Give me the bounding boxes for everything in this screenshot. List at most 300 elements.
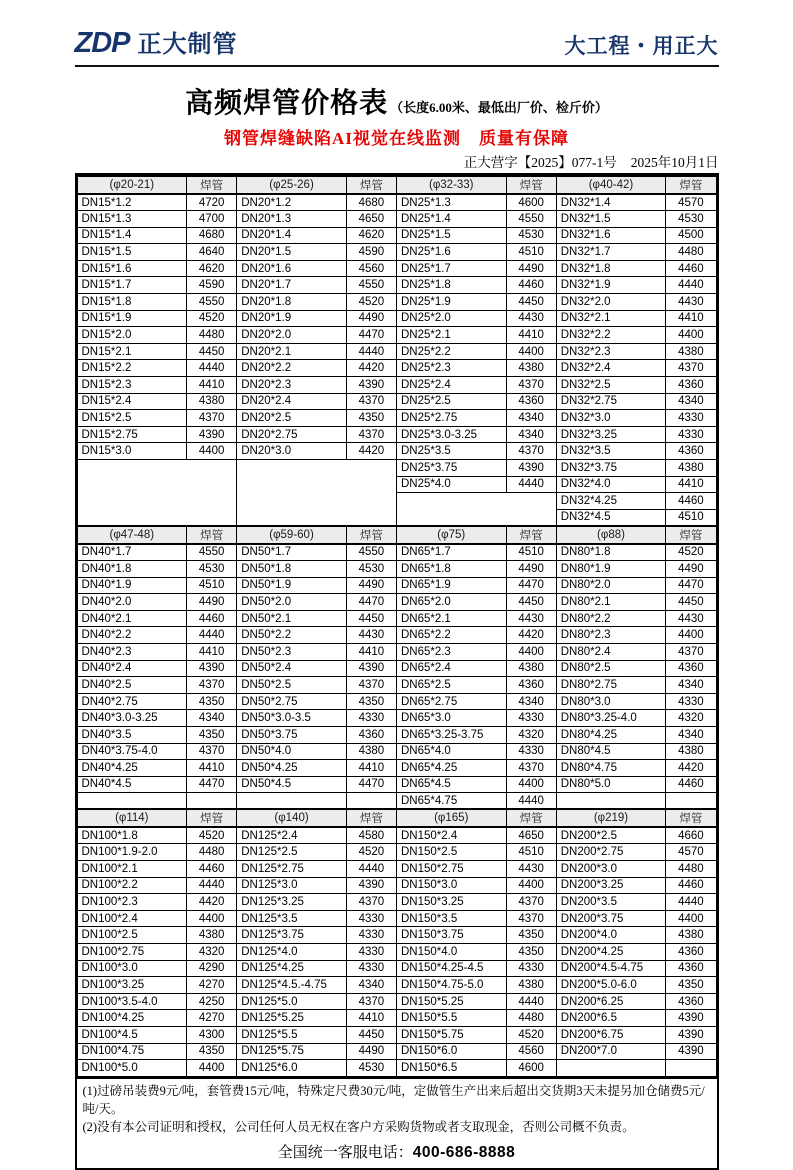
spec-cell: DN150*4.25-4.5 (396, 960, 506, 977)
price-cell: 4430 (666, 294, 716, 311)
spec-cell: DN50*2.5 (237, 677, 347, 694)
price-cell: 4270 (187, 1010, 237, 1027)
price-cell: 4450 (346, 610, 396, 627)
footnote-2: (2)没有本公司证明和授权，公司任何人员无权在客户方采购货物或者支取现金，否则公司概不负责。 (82, 1120, 635, 1135)
price-cell: 4370 (187, 743, 237, 760)
spec-cell: DN125*6.0 (237, 1060, 347, 1077)
spec-cell: DN32*1.8 (556, 260, 666, 277)
price-cell: 4430 (346, 627, 396, 644)
price-cell: 4520 (506, 1027, 556, 1044)
table-row (77, 460, 716, 477)
spec-cell: DN20*2.3 (237, 377, 347, 394)
spec-cell: DN40*1.9 (77, 577, 187, 594)
price-cell: 4340 (666, 677, 716, 694)
price-cell: 4340 (506, 693, 556, 710)
price-cell: 4370 (346, 426, 396, 443)
empty-cell (666, 793, 716, 810)
price-cell: 4460 (666, 493, 716, 510)
spec-cell: DN100*3.0 (77, 960, 187, 977)
size-group-header: (φ165) (396, 809, 506, 827)
spec-cell: DN65*4.0 (396, 743, 506, 760)
table-row (77, 776, 716, 793)
spec-cell: DN65*1.7 (396, 544, 506, 561)
price-cell: 4530 (187, 560, 237, 577)
spec-cell: DN15*1.5 (77, 244, 187, 261)
table-row (77, 1060, 716, 1077)
price-cell: 4720 (187, 194, 237, 211)
spec-cell: DN25*1.6 (396, 244, 506, 261)
price-cell: 4440 (346, 861, 396, 878)
table-row (77, 910, 716, 927)
price-cell: 4580 (346, 827, 396, 844)
table-row (77, 310, 716, 327)
price-cell: 4350 (506, 927, 556, 944)
price-cell: 4340 (187, 710, 237, 727)
price-column-header: 焊管 (506, 526, 556, 544)
spec-cell: DN100*2.2 (77, 877, 187, 894)
price-cell: 4660 (666, 827, 716, 844)
price-cell: 4520 (187, 827, 237, 844)
spec-cell: DN100*4.5 (77, 1027, 187, 1044)
price-cell: 4520 (666, 544, 716, 561)
spec-cell: DN65*2.75 (396, 693, 506, 710)
spec-cell: DN40*4.5 (77, 776, 187, 793)
spec-cell: DN20*1.7 (237, 277, 347, 294)
spec-cell: DN40*3.5 (77, 726, 187, 743)
quality-banner: 钢管焊缝缺陷AI视觉在线监测 质量有保障 (224, 129, 569, 148)
price-column-header: 焊管 (506, 809, 556, 827)
price-cell: 4340 (506, 426, 556, 443)
spec-cell: DN80*2.3 (556, 627, 666, 644)
size-group-header: (φ25-26) (237, 176, 347, 194)
size-group-header: (φ40-42) (556, 176, 666, 194)
table-row (77, 610, 716, 627)
spec-cell: DN125*2.75 (237, 861, 347, 878)
price-cell: 4410 (346, 1010, 396, 1027)
price-cell: 4480 (666, 244, 716, 261)
table-row (77, 760, 716, 777)
spec-cell: DN100*3.5-4.0 (77, 993, 187, 1010)
price-cell: 4360 (666, 660, 716, 677)
spec-cell: DN40*2.75 (77, 693, 187, 710)
spec-cell: DN25*1.4 (396, 211, 506, 228)
price-cell: 4450 (187, 343, 237, 360)
size-group-header: (φ32-33) (396, 176, 506, 194)
price-cell: 4370 (666, 643, 716, 660)
spec-cell: DN32*2.1 (556, 310, 666, 327)
price-cell: 4270 (187, 977, 237, 994)
empty-merged-cell (396, 493, 556, 526)
price-cell: 4440 (187, 877, 237, 894)
table-row (77, 443, 716, 460)
price-cell: 4370 (506, 760, 556, 777)
table-row (77, 993, 716, 1010)
price-cell: 4360 (346, 726, 396, 743)
price-cell: 4370 (346, 677, 396, 694)
table-row (77, 793, 716, 810)
price-cell: 4340 (666, 393, 716, 410)
size-group-header: (φ140) (237, 809, 347, 827)
spec-cell: DN200*4.0 (556, 927, 666, 944)
table-row (77, 594, 716, 611)
hotline-number: 400-686-8888 (412, 1144, 516, 1162)
size-group-header: (φ59-60) (237, 526, 347, 544)
table-row (77, 743, 716, 760)
price-cell: 4370 (346, 993, 396, 1010)
spec-cell: DN65*4.5 (396, 776, 506, 793)
table-row (77, 677, 716, 694)
spec-cell: DN32*2.0 (556, 294, 666, 311)
price-cell: 4650 (346, 211, 396, 228)
price-cell: 4440 (666, 894, 716, 911)
spec-cell: DN50*1.8 (237, 560, 347, 577)
spec-cell: DN32*1.4 (556, 194, 666, 211)
spec-cell: DN125*3.75 (237, 927, 347, 944)
price-cell: 4370 (666, 360, 716, 377)
price-cell: 4390 (187, 660, 237, 677)
spec-cell: DN50*1.9 (237, 577, 347, 594)
spec-cell: DN65*3.0 (396, 710, 506, 727)
price-cell: 4590 (346, 244, 396, 261)
spec-cell: DN100*5.0 (77, 1060, 187, 1077)
table-row (77, 410, 716, 427)
table-row (77, 360, 716, 377)
size-group-header: (φ114) (77, 809, 187, 827)
table-row (77, 544, 716, 561)
price-cell: 4590 (187, 277, 237, 294)
table-row (77, 944, 716, 961)
price-cell: 4380 (187, 927, 237, 944)
price-cell: 4440 (187, 360, 237, 377)
spec-cell: DN25*2.4 (396, 377, 506, 394)
price-cell: 4600 (506, 1060, 556, 1077)
table-row (77, 211, 716, 228)
price-cell: 4350 (506, 944, 556, 961)
price-cell: 4400 (666, 910, 716, 927)
spec-cell: DN25*2.0 (396, 310, 506, 327)
price-cell: 4470 (346, 327, 396, 344)
table-row (77, 894, 716, 911)
price-table-frame (75, 173, 719, 1170)
spec-cell: DN32*1.5 (556, 211, 666, 228)
spec-cell: DN200*3.0 (556, 861, 666, 878)
spec-cell: DN125*4.5.-4.75 (237, 977, 347, 994)
brand-slogan: 大工程・用正大 (564, 35, 719, 58)
spec-cell: DN32*2.3 (556, 343, 666, 360)
price-cell: 4570 (666, 844, 716, 861)
price-cell: 4420 (506, 627, 556, 644)
table-row (77, 1010, 716, 1027)
spec-cell: DN15*2.5 (77, 410, 187, 427)
price-cell: 4480 (187, 844, 237, 861)
spec-cell: DN200*4.25 (556, 944, 666, 961)
price-cell: 4400 (187, 443, 237, 460)
price-column-header: 焊管 (666, 809, 716, 827)
price-cell: 4430 (666, 610, 716, 627)
price-cell: 4340 (666, 726, 716, 743)
price-cell: 4600 (506, 194, 556, 211)
spec-cell: DN15*2.2 (77, 360, 187, 377)
spec-cell: DN15*1.2 (77, 194, 187, 211)
price-cell: 4330 (346, 960, 396, 977)
table-row (77, 827, 716, 844)
spec-cell: DN150*2.4 (396, 827, 506, 844)
spec-cell: DN65*2.2 (396, 627, 506, 644)
doc-number: 正大营字【2025】077-1号 (463, 155, 617, 170)
spec-cell: DN32*2.75 (556, 393, 666, 410)
hotline-label: 全国统一客服电话： (277, 1145, 413, 1162)
spec-cell: DN15*2.75 (77, 426, 187, 443)
spec-cell: DN32*4.25 (556, 493, 666, 510)
price-cell: 4480 (666, 861, 716, 878)
spec-cell: DN150*6.5 (396, 1060, 506, 1077)
price-cell: 4440 (506, 793, 556, 810)
spec-cell: DN100*1.9-2.0 (77, 844, 187, 861)
spec-cell: DN200*2.5 (556, 827, 666, 844)
spec-cell: DN200*3.75 (556, 910, 666, 927)
price-cell: 4400 (506, 776, 556, 793)
price-cell: 4510 (506, 244, 556, 261)
table-row (77, 877, 716, 894)
doc-meta-line (75, 151, 719, 171)
price-cell: 4360 (506, 393, 556, 410)
spec-cell: DN32*2.5 (556, 377, 666, 394)
spec-cell: DN40*4.25 (77, 760, 187, 777)
spec-cell: DN32*1.7 (556, 244, 666, 261)
price-cell: 4320 (666, 710, 716, 727)
spec-cell: DN20*1.3 (237, 211, 347, 228)
table-row (77, 660, 716, 677)
spec-cell: DN100*4.25 (77, 1010, 187, 1027)
spec-cell: DN100*2.1 (77, 861, 187, 878)
spec-cell: DN20*1.2 (237, 194, 347, 211)
table-row (77, 327, 716, 344)
price-cell: 4390 (666, 1010, 716, 1027)
page-content (75, 0, 719, 1170)
price-cell: 4440 (187, 627, 237, 644)
table-row (77, 844, 716, 861)
spec-cell: DN32*4.5 (556, 509, 666, 526)
spec-cell: DN125*2.5 (237, 844, 347, 861)
section-header-row (77, 176, 716, 194)
spec-cell: DN150*2.5 (396, 844, 506, 861)
price-column-header: 焊管 (346, 809, 396, 827)
spec-cell: DN15*1.8 (77, 294, 187, 311)
price-cell: 4620 (187, 260, 237, 277)
doc-date: 2025年10月1日 (630, 155, 719, 170)
spec-cell: DN15*1.7 (77, 277, 187, 294)
price-cell: 4330 (346, 927, 396, 944)
footnotes (77, 1077, 717, 1138)
spec-cell: DN150*4.0 (396, 944, 506, 961)
spec-cell: DN50*4.25 (237, 760, 347, 777)
price-cell: 4440 (666, 277, 716, 294)
price-cell: 4340 (346, 977, 396, 994)
spec-cell: DN32*1.6 (556, 227, 666, 244)
brand-header (75, 24, 719, 67)
spec-cell: DN20*2.0 (237, 327, 347, 344)
spec-cell: DN65*4.25 (396, 760, 506, 777)
table-row (77, 1043, 716, 1060)
spec-cell: DN100*3.25 (77, 977, 187, 994)
price-column-header: 焊管 (506, 176, 556, 194)
spec-cell: DN80*4.75 (556, 760, 666, 777)
spec-cell: DN80*2.1 (556, 594, 666, 611)
price-cell: 4480 (506, 1010, 556, 1027)
price-cell: 4460 (506, 277, 556, 294)
spec-cell: DN80*3.0 (556, 693, 666, 710)
spec-cell: DN32*3.75 (556, 460, 666, 477)
spec-cell: DN125*2.4 (237, 827, 347, 844)
spec-cell: DN15*3.0 (77, 443, 187, 460)
spec-cell: DN15*2.0 (77, 327, 187, 344)
price-cell: 4390 (666, 1043, 716, 1060)
empty-cell (346, 793, 396, 810)
spec-cell: DN40*2.4 (77, 660, 187, 677)
price-cell: 4550 (346, 277, 396, 294)
spec-cell: DN50*3.75 (237, 726, 347, 743)
price-column-header: 焊管 (187, 809, 237, 827)
table-row (77, 343, 716, 360)
table-row (77, 393, 716, 410)
spec-cell: DN200*4.5-4.75 (556, 960, 666, 977)
price-cell: 4420 (187, 894, 237, 911)
table-row (77, 693, 716, 710)
spec-cell: DN80*2.0 (556, 577, 666, 594)
spec-cell: DN40*1.8 (77, 560, 187, 577)
price-cell: 4430 (506, 861, 556, 878)
price-cell: 4520 (346, 844, 396, 861)
price-cell: 4470 (666, 577, 716, 594)
spec-cell: DN25*1.9 (396, 294, 506, 311)
price-cell: 4550 (346, 544, 396, 561)
spec-cell: DN200*2.75 (556, 844, 666, 861)
spec-cell: DN40*2.3 (77, 643, 187, 660)
price-cell: 4360 (666, 377, 716, 394)
spec-cell: DN25*1.7 (396, 260, 506, 277)
spec-cell: DN25*3.75 (396, 460, 506, 477)
price-cell: 4420 (346, 443, 396, 460)
spec-cell: DN40*2.2 (77, 627, 187, 644)
spec-cell: DN15*1.9 (77, 310, 187, 327)
spec-cell: DN50*2.2 (237, 627, 347, 644)
price-cell: 4490 (506, 560, 556, 577)
price-cell: 4380 (666, 343, 716, 360)
brand-lockup (75, 24, 238, 60)
spec-cell: DN200*3.5 (556, 894, 666, 911)
table-row (77, 227, 716, 244)
empty-cell (187, 793, 237, 810)
price-cell: 4440 (506, 993, 556, 1010)
price-cell: 4410 (187, 643, 237, 660)
spec-cell: DN100*2.4 (77, 910, 187, 927)
spec-cell: DN20*1.4 (237, 227, 347, 244)
table-row (77, 277, 716, 294)
price-cell: 4650 (506, 827, 556, 844)
spec-cell: DN50*2.75 (237, 693, 347, 710)
price-cell: 4360 (666, 993, 716, 1010)
title-row (75, 81, 719, 121)
price-cell: 4370 (187, 677, 237, 694)
price-cell: 4360 (666, 443, 716, 460)
price-cell: 4550 (187, 544, 237, 561)
spec-cell: DN80*4.25 (556, 726, 666, 743)
spec-cell: DN40*2.0 (77, 594, 187, 611)
spec-cell: DN40*3.0-3.25 (77, 710, 187, 727)
spec-cell: DN80*2.75 (556, 677, 666, 694)
price-cell: 4370 (506, 894, 556, 911)
price-cell: 4490 (346, 310, 396, 327)
price-cell: 4510 (666, 509, 716, 526)
price-cell: 4390 (506, 460, 556, 477)
spec-cell: DN15*2.1 (77, 343, 187, 360)
spec-cell: DN100*4.75 (77, 1043, 187, 1060)
section-header-row (77, 809, 716, 827)
price-cell: 4680 (187, 227, 237, 244)
spec-cell: DN125*5.75 (237, 1043, 347, 1060)
spec-cell: DN125*4.25 (237, 960, 347, 977)
spec-cell: DN40*2.5 (77, 677, 187, 694)
price-cell: 4300 (187, 1027, 237, 1044)
price-cell: 4400 (506, 877, 556, 894)
price-cell: 4640 (187, 244, 237, 261)
size-group-header: (φ88) (556, 526, 666, 544)
price-cell: 4560 (346, 260, 396, 277)
spec-cell: DN25*2.1 (396, 327, 506, 344)
spec-cell: DN200*6.25 (556, 993, 666, 1010)
spec-cell: DN15*1.6 (77, 260, 187, 277)
price-cell: 4410 (346, 760, 396, 777)
price-cell: 4530 (506, 227, 556, 244)
price-cell: 4350 (666, 977, 716, 994)
spec-cell: DN25*1.5 (396, 227, 506, 244)
price-cell: 4470 (346, 776, 396, 793)
price-cell: 4510 (187, 577, 237, 594)
price-cell: 4400 (666, 327, 716, 344)
spec-cell: DN25*2.75 (396, 410, 506, 427)
price-cell: 4360 (666, 960, 716, 977)
table-row (77, 643, 716, 660)
price-cell: 4320 (506, 726, 556, 743)
price-cell: 4410 (187, 377, 237, 394)
spec-cell: DN50*1.7 (237, 544, 347, 561)
price-cell: 4350 (346, 410, 396, 427)
spec-cell: DN150*5.5 (396, 1010, 506, 1027)
price-cell: 4430 (506, 310, 556, 327)
price-cell: 4470 (346, 594, 396, 611)
spec-cell: DN100*2.75 (77, 944, 187, 961)
price-cell: 4490 (666, 560, 716, 577)
price-cell: 4410 (666, 310, 716, 327)
price-cell: 4370 (346, 393, 396, 410)
spec-cell: DN50*2.1 (237, 610, 347, 627)
price-cell: 4330 (666, 426, 716, 443)
price-cell: 4400 (506, 643, 556, 660)
spec-cell: DN65*2.1 (396, 610, 506, 627)
price-cell: 4400 (187, 1060, 237, 1077)
spec-cell: DN40*2.1 (77, 610, 187, 627)
price-cell: 4550 (506, 211, 556, 228)
table-row (77, 426, 716, 443)
spec-cell: DN150*6.0 (396, 1043, 506, 1060)
price-cell: 4370 (506, 443, 556, 460)
price-cell: 4380 (187, 393, 237, 410)
spec-cell: DN50*2.0 (237, 594, 347, 611)
spec-cell: DN150*5.75 (396, 1027, 506, 1044)
brand-name: 正大制管 (137, 31, 238, 58)
spec-cell: DN125*3.25 (237, 894, 347, 911)
price-cell: 4490 (346, 577, 396, 594)
